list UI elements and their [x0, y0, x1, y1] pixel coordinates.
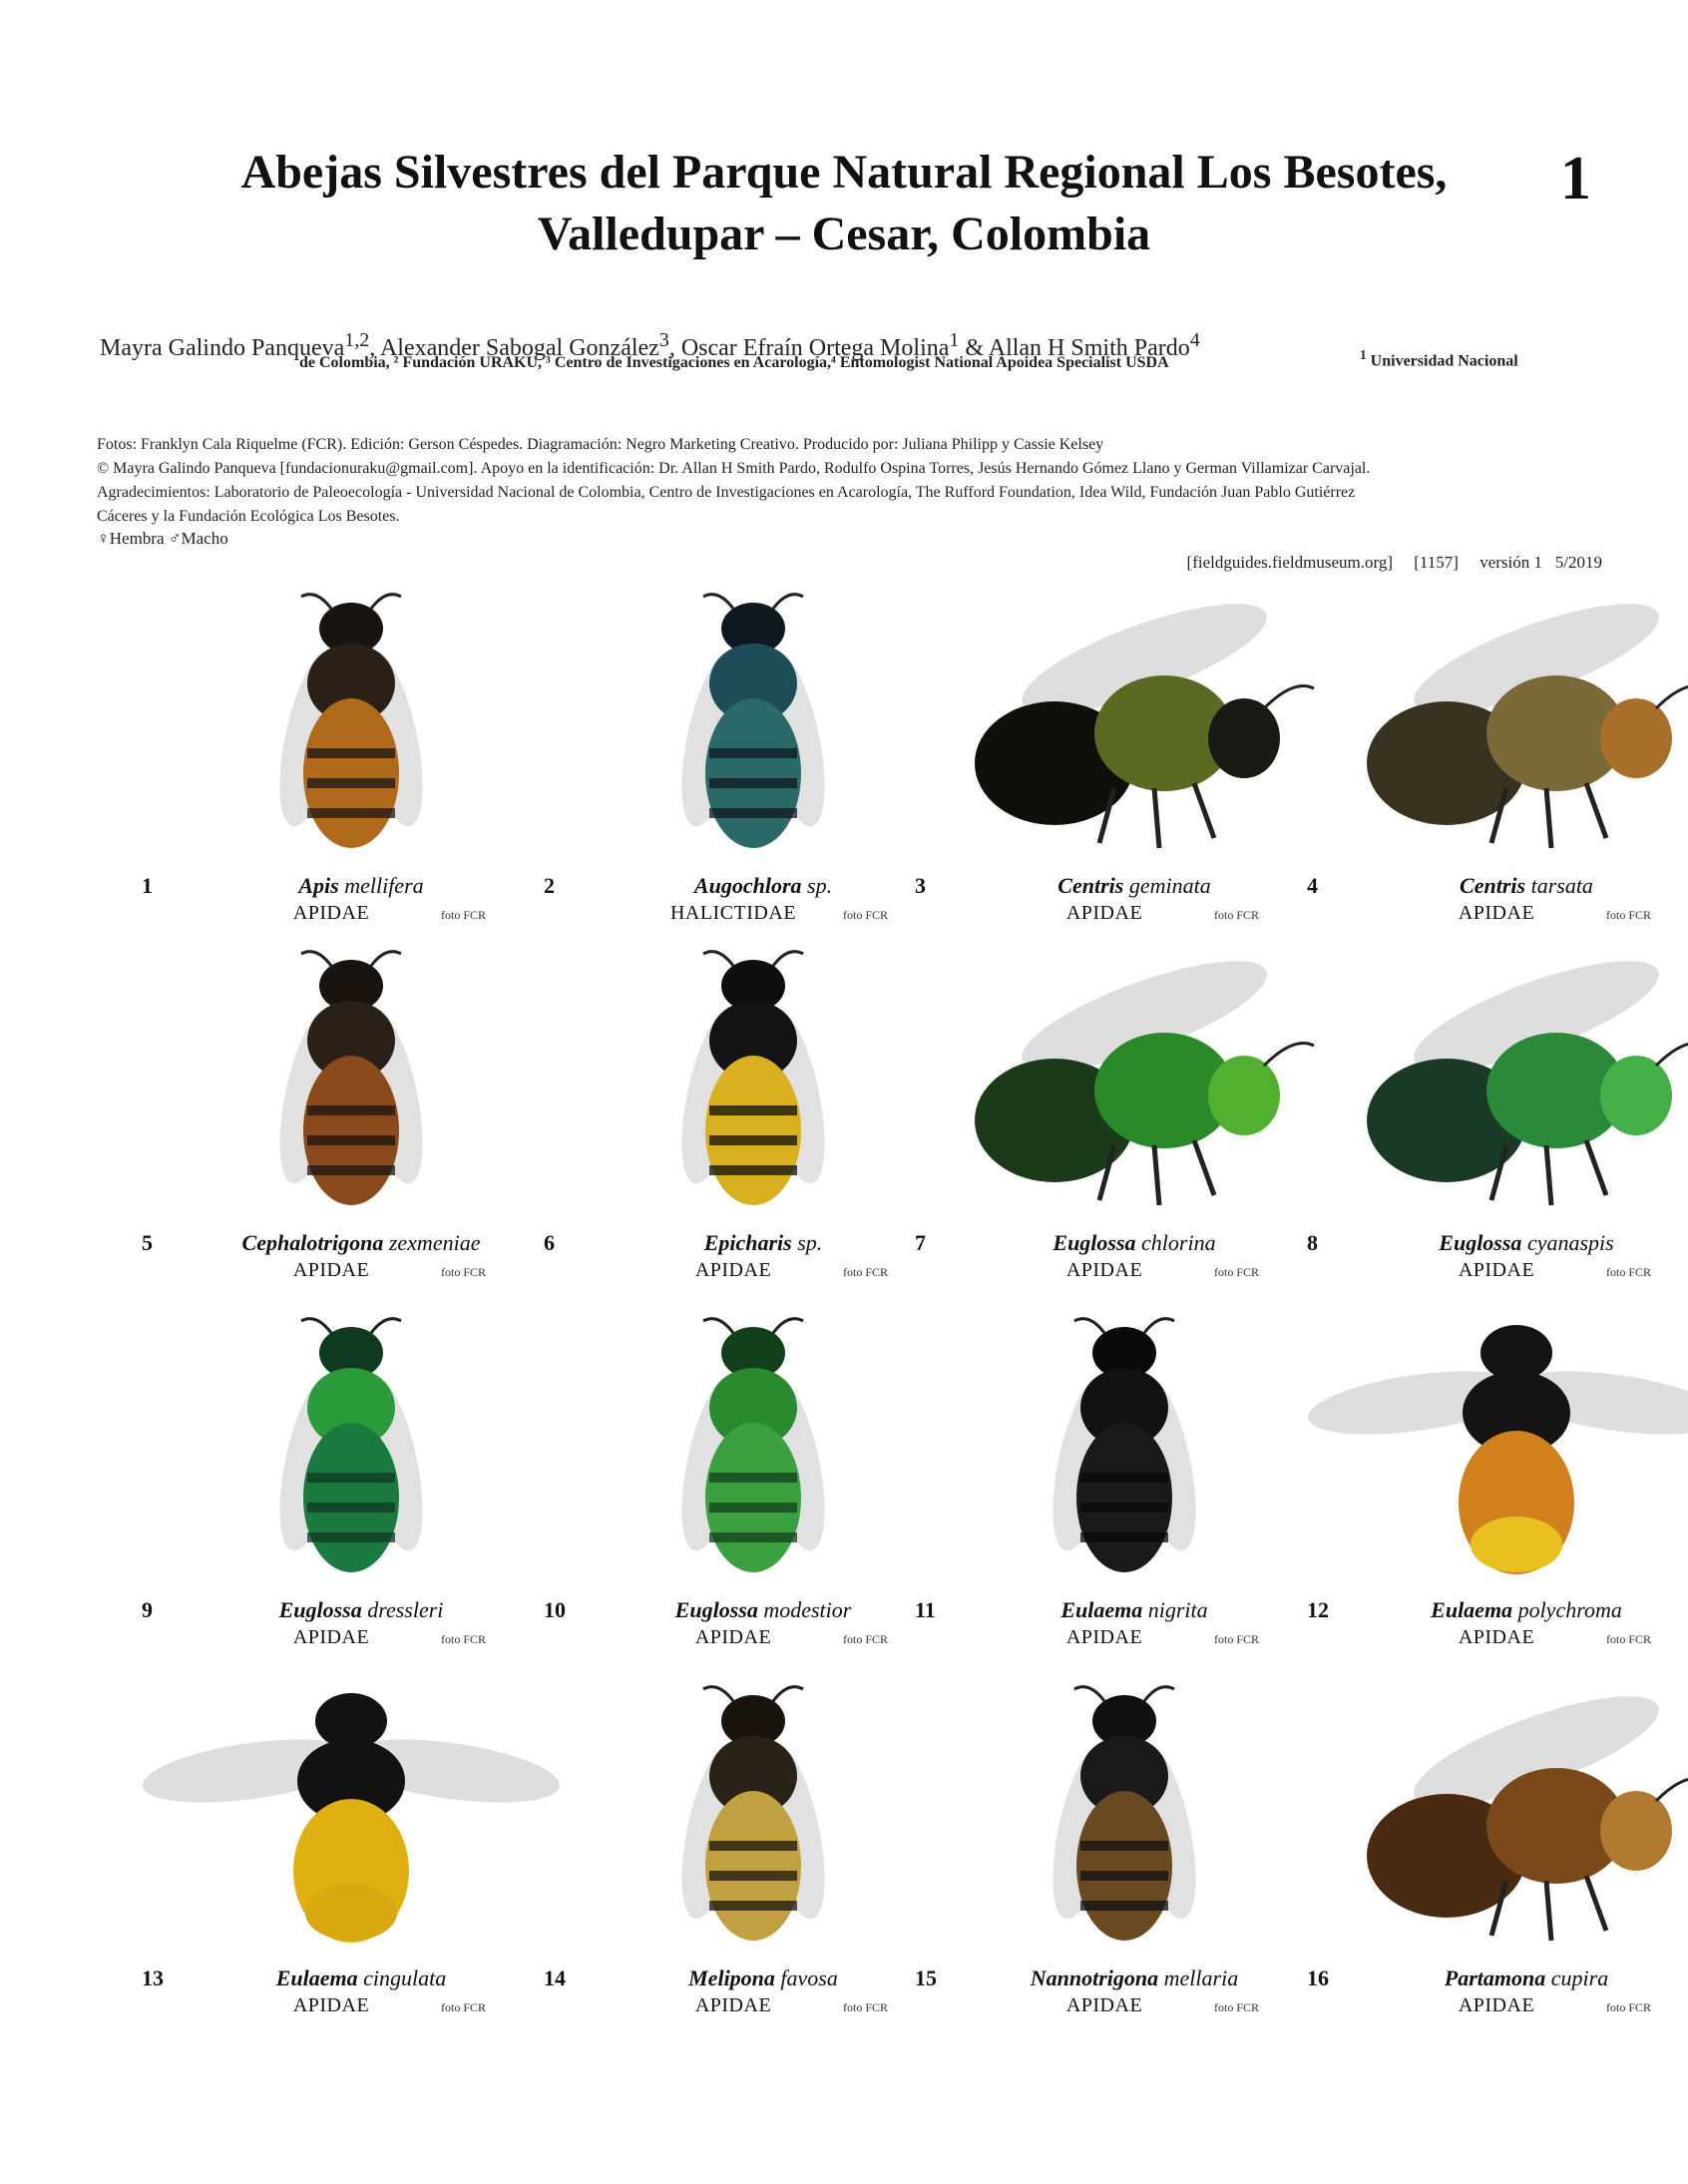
bee-illustration: [142, 589, 561, 868]
species-family: APIDAE: [1065, 1259, 1143, 1281]
antenna-right: [371, 1319, 401, 1333]
species-genus: Euglossa: [278, 1597, 362, 1622]
abdomen-stripe: [709, 778, 797, 788]
photo-credit: foto FCR: [843, 2000, 889, 2014]
author-2: , Alexander Sabogal González: [369, 335, 659, 361]
species-name: [574, 1966, 953, 1991]
abdomen-stripe: [307, 808, 395, 818]
abdomen-stripe: [709, 748, 797, 758]
species-genus: Melipona: [688, 1966, 775, 1990]
species-card: [915, 589, 1334, 948]
antenna-right: [371, 595, 401, 609]
bee-photo: [142, 1313, 561, 1592]
species-family: APIDAE: [1458, 902, 1535, 924]
bee-abdomen: [705, 1056, 801, 1205]
species-card: [544, 946, 963, 1305]
bee-head: [1208, 1056, 1280, 1135]
species-number: 5: [142, 1230, 153, 1255]
abdomen-stripe: [709, 1105, 797, 1115]
photo-credit: foto FCR: [843, 1632, 889, 1646]
species-epithet: nigrita: [1147, 1597, 1208, 1622]
photo-credit: foto FCR: [1214, 1265, 1260, 1279]
species-card: [915, 1313, 1334, 1672]
antenna-right: [1144, 1687, 1174, 1701]
species-number: 13: [142, 1966, 164, 1990]
bee-photo: [915, 1681, 1334, 1961]
author-1-sup: 1,2: [344, 329, 370, 351]
photo-credit: foto FCR: [1606, 1265, 1652, 1279]
species-epithet: geminata: [1128, 873, 1211, 898]
species-card: [915, 1681, 1334, 2040]
species-genus: Augochlora: [693, 873, 802, 898]
affiliation-line: de Colombia, ² Fundación URAKU, ³ Centro de Investigaciones en Acarología,⁴ Entomologist National Apoidea Specialist USDA: [299, 354, 1169, 371]
abdomen-stripe: [1080, 1532, 1168, 1542]
antenna-right: [371, 952, 401, 966]
species-name: [574, 873, 953, 899]
species-epithet: mellaria: [1163, 1966, 1239, 1990]
antenna-right: [1144, 1319, 1174, 1333]
bee-illustration: [142, 1313, 561, 1592]
species-number: 15: [915, 1966, 937, 1990]
abdomen-stripe: [1080, 1473, 1168, 1483]
species-card: [544, 589, 963, 948]
bee-illustration: [1307, 589, 1688, 868]
bee-photo: [1307, 946, 1688, 1225]
bee-abdomen: [1076, 1423, 1172, 1572]
antenna-left: [703, 1319, 733, 1333]
species-family: APIDAE: [1458, 1626, 1535, 1648]
sex-legend: ♀Hembra ♂Macho: [97, 529, 228, 548]
abdomen-stripe: [709, 1165, 797, 1175]
photo-credit: foto FCR: [1214, 1632, 1260, 1646]
bee-illustration: [915, 1681, 1334, 1961]
species-number: 12: [1307, 1597, 1329, 1622]
bee-head: [1600, 1791, 1672, 1871]
species-number: 1: [142, 873, 153, 898]
species-number: 10: [544, 1597, 566, 1622]
guide-site: [fieldguides.fieldmuseum.org]: [1186, 553, 1394, 572]
species-number: 11: [915, 1597, 936, 1622]
bee-photo: [544, 1313, 963, 1592]
species-name: [1337, 1230, 1688, 1256]
species-number: 8: [1307, 1230, 1318, 1255]
species-genus: Apis: [298, 873, 339, 898]
guide-date: 5/2019: [1554, 553, 1602, 572]
species-epithet: favosa: [780, 1966, 838, 1990]
antenna-left: [1074, 1687, 1104, 1701]
bee-photo: [1307, 1313, 1688, 1592]
species-family: APIDAE: [1458, 1994, 1535, 2016]
author-4-sup: 4: [1189, 329, 1200, 351]
species-name: [172, 873, 551, 899]
bee-photo: [1307, 589, 1688, 868]
species-number: 9: [142, 1597, 153, 1622]
species-epithet: chlorina: [1141, 1230, 1216, 1255]
species-epithet: polychroma: [1517, 1597, 1622, 1622]
bee-abdomen: [1076, 1791, 1172, 1941]
species-card: [544, 1313, 963, 1672]
species-number: 16: [1307, 1966, 1329, 1990]
photo-credit: foto FCR: [441, 908, 487, 922]
bee-illustration: [142, 946, 561, 1225]
abdomen-stripe: [709, 1532, 797, 1542]
abdomen-stripe: [307, 1135, 395, 1145]
species-genus: Euglossa: [1053, 1230, 1136, 1255]
bee-photo: [544, 1681, 963, 1961]
abdomen-tip: [305, 1885, 397, 1941]
abdomen-stripe: [709, 1841, 797, 1851]
antenna-right: [773, 1687, 803, 1701]
bee-head: [1600, 1056, 1672, 1135]
antenna-right: [773, 1319, 803, 1333]
species-number: 6: [544, 1230, 555, 1255]
bee-photo: [915, 589, 1334, 868]
bee-abdomen: [705, 1423, 801, 1572]
abdomen-stripe: [1080, 1901, 1168, 1911]
antenna-left: [1074, 1319, 1104, 1333]
species-name: [945, 873, 1324, 899]
species-family: APIDAE: [694, 1626, 772, 1648]
species-number: 14: [544, 1966, 566, 1990]
affiliation-sup: 1: [1360, 347, 1367, 362]
bee-illustration: [915, 1313, 1334, 1592]
abdomen-stripe: [709, 1901, 797, 1911]
bee-abdomen: [705, 1791, 801, 1941]
bee-illustration: [915, 946, 1334, 1225]
bee-photo: [142, 1681, 561, 1961]
bee-photo: [142, 589, 561, 868]
credits-line-2: © Mayra Galindo Panqueva [fundacionuraku@gmail.com]. Apoyo en la identificación: Dr. Allan H Smith Pardo, Rodulfo Ospina Torres, Jesús Hernando Gómez Llano y German Villamizar Carvajal.: [97, 460, 1371, 477]
photo-credit: foto FCR: [1214, 2000, 1260, 2014]
photo-credit: foto FCR: [1606, 2000, 1652, 2014]
photo-credit: foto FCR: [441, 2000, 487, 2014]
bee-illustration: [1307, 1313, 1688, 1592]
species-family: APIDAE: [1065, 1994, 1143, 2016]
abdomen-stripe: [709, 1871, 797, 1881]
species-card: [1307, 946, 1688, 1305]
antenna-left: [301, 595, 331, 609]
species-name: [945, 1966, 1324, 1991]
abdomen-stripe: [709, 1473, 797, 1483]
species-card: [1307, 1313, 1688, 1672]
bee-illustration: [544, 1313, 963, 1592]
species-name: [172, 1230, 551, 1256]
species-genus: Eulaema: [1431, 1597, 1513, 1622]
credits-line-4: Cáceres y la Fundación Ecológica Los Besotes.: [97, 508, 400, 525]
title-line-2: Valledupar – Cesar, Colombia: [537, 208, 1151, 260]
photo-credit: foto FCR: [1214, 908, 1260, 922]
abdomen-stripe: [307, 1473, 395, 1483]
abdomen-stripe: [307, 748, 395, 758]
bee-head: [1208, 698, 1280, 778]
author-1: Mayra Galindo Panqueva: [100, 335, 345, 361]
species-number: 4: [1307, 873, 1318, 898]
species-card: [142, 946, 561, 1305]
photo-credit: foto FCR: [1606, 1632, 1652, 1646]
author-3: , Oscar Efraín Ortega Molina: [668, 335, 950, 361]
species-number: 3: [915, 873, 926, 898]
guide-code: [1157]: [1414, 553, 1459, 572]
bee-abdomen: [303, 1423, 399, 1572]
antenna: [1656, 1044, 1688, 1067]
species-family: APIDAE: [292, 1626, 370, 1648]
abdomen-tip: [1471, 1517, 1562, 1572]
species-card: [142, 1681, 561, 2040]
bee-illustration: [1307, 946, 1688, 1225]
species-genus: Euglossa: [1439, 1230, 1522, 1255]
antenna-right: [773, 595, 803, 609]
species-number: 7: [915, 1230, 926, 1255]
bee-illustration: [915, 589, 1334, 868]
photo-credit: foto FCR: [1606, 908, 1652, 922]
species-genus: Euglossa: [674, 1597, 758, 1622]
species-epithet: sp.: [807, 873, 833, 898]
antenna-left: [703, 1687, 733, 1701]
species-epithet: cyanaspis: [1526, 1230, 1614, 1255]
species-family: APIDAE: [292, 1259, 370, 1281]
photo-credit: foto FCR: [441, 1265, 487, 1279]
species-epithet: cingulata: [363, 1966, 447, 1990]
bee-head: [1600, 698, 1672, 778]
bee-illustration: [1307, 1681, 1688, 1961]
species-name: [1337, 1966, 1688, 1991]
guide-version: versión 1: [1479, 553, 1543, 572]
bee-photo: [544, 946, 963, 1225]
species-card: [1307, 1681, 1688, 2040]
bee-abdomen: [303, 698, 399, 848]
credits-line-1: Fotos: Franklyn Cala Riquelme (FCR). Edición: Gerson Céspedes. Diagramación: Negro Marketing Creativo. Producido por: Juliana Philipp y Cassie Kelsey: [97, 436, 1104, 453]
species-card: [915, 946, 1334, 1305]
species-family: APIDAE: [1458, 1259, 1535, 1281]
species-epithet: dressleri: [367, 1597, 444, 1622]
species-epithet: modestior: [763, 1597, 852, 1622]
abdomen-stripe: [307, 778, 395, 788]
antenna-left: [301, 952, 331, 966]
antenna: [1656, 686, 1688, 709]
abdomen-stripe: [307, 1532, 395, 1542]
bee-illustration: [544, 1681, 963, 1961]
abdomen-stripe: [709, 1135, 797, 1145]
antenna-left: [703, 595, 733, 609]
abdomen-stripe: [1080, 1503, 1168, 1513]
species-name: [1337, 1597, 1688, 1623]
author-2-sup: 3: [658, 329, 669, 351]
bee-abdomen: [303, 1056, 399, 1205]
species-genus: Nannotrigona: [1030, 1966, 1159, 1990]
page-number: 1: [1560, 145, 1591, 213]
photo-credit: foto FCR: [843, 908, 889, 922]
author-4: & Allan H Smith Pardo: [959, 335, 1190, 361]
abdomen-stripe: [307, 1105, 395, 1115]
bee-photo: [544, 589, 963, 868]
species-epithet: zexmeniae: [388, 1230, 481, 1255]
species-genus: Eulaema: [1060, 1597, 1143, 1622]
species-epithet: cupira: [1550, 1966, 1609, 1990]
species-genus: Epicharis: [703, 1230, 792, 1255]
bee-photo: [142, 946, 561, 1225]
species-genus: Cephalotrigona: [241, 1230, 384, 1255]
bee-photo: [915, 1313, 1334, 1592]
antenna-left: [703, 952, 733, 966]
species-name: [945, 1230, 1324, 1256]
species-genus: Centris: [1460, 873, 1526, 898]
abdomen-stripe: [307, 1165, 395, 1175]
species-epithet: sp.: [797, 1230, 823, 1255]
affiliation-start-text: Universidad Nacional: [1370, 352, 1518, 370]
antenna: [1656, 1779, 1688, 1802]
species-epithet: mellifera: [344, 873, 424, 898]
species-name: [172, 1597, 551, 1623]
species-name: [1337, 873, 1688, 899]
species-family: APIDAE: [694, 1994, 772, 2016]
bee-photo: [1307, 1681, 1688, 1961]
photo-credit: foto FCR: [441, 1632, 487, 1646]
antenna-right: [773, 952, 803, 966]
species-genus: Eulaema: [275, 1966, 358, 1990]
abdomen-stripe: [709, 808, 797, 818]
species-genus: Centris: [1057, 873, 1124, 898]
species-card: [1307, 589, 1688, 948]
species-name: [945, 1597, 1324, 1623]
species-genus: Partamona: [1444, 1966, 1546, 1990]
abdomen-stripe: [307, 1503, 395, 1513]
species-card: [142, 589, 561, 948]
species-card: [142, 1313, 561, 1672]
bee-illustration: [544, 589, 963, 868]
species-name: [574, 1597, 953, 1623]
title-line-1: Abejas Silvestres del Parque Natural Regional Los Besotes,: [240, 146, 1448, 199]
antenna-left: [301, 1319, 331, 1333]
bee-illustration: [544, 946, 963, 1225]
species-epithet: tarsata: [1530, 873, 1593, 898]
photo-credit: foto FCR: [843, 1265, 889, 1279]
credits-line-3: Agradecimientos: Laboratorio de Paleoecología - Universidad Nacional de Colombia, Centro de Investigaciones en Acarología, The Rufford Foundation, Idea Wild, Fundación Juan Pablo Gutiérrez: [97, 484, 1356, 501]
species-family: APIDAE: [1065, 1626, 1143, 1648]
abdomen-stripe: [1080, 1871, 1168, 1881]
species-family: APIDAE: [1065, 902, 1143, 924]
species-family: APIDAE: [292, 902, 370, 924]
species-family: APIDAE: [694, 1259, 772, 1281]
species-name: [574, 1230, 953, 1256]
species-number: 2: [544, 873, 555, 898]
bee-abdomen: [705, 698, 801, 848]
author-3-sup: 1: [949, 329, 960, 351]
species-family: HALICTIDAE: [669, 902, 797, 924]
species-card: [544, 1681, 963, 2040]
abdomen-stripe: [1080, 1841, 1168, 1851]
bee-illustration: [142, 1681, 561, 1961]
bee-photo: [915, 946, 1334, 1225]
species-name: [172, 1966, 551, 1991]
species-family: APIDAE: [292, 1994, 370, 2016]
abdomen-stripe: [709, 1503, 797, 1513]
